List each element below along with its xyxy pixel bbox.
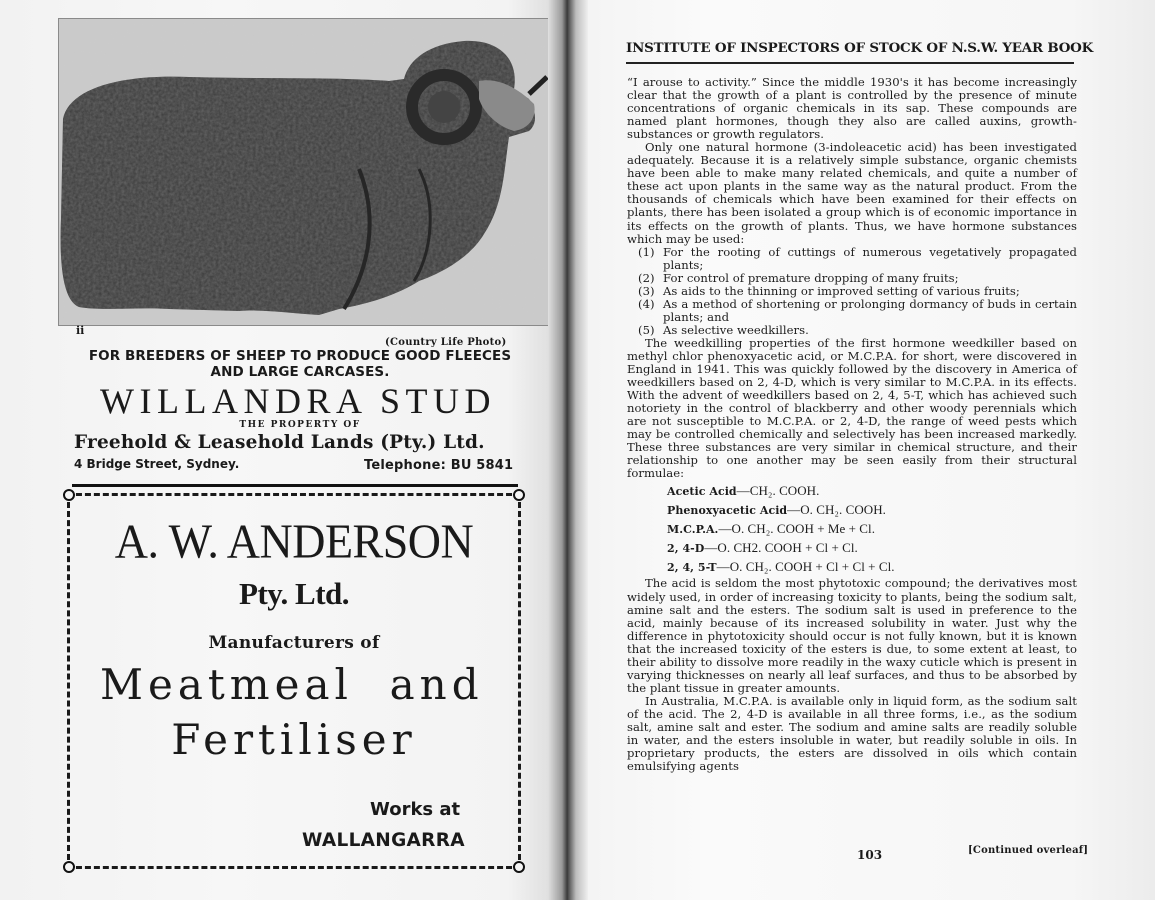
paragraph: In Australia, M.C.P.A. is available only in liquid form, as the sodium salt of the acid. The 2, 4-D is available in all three forms, i.e., as the sodium salt, amine salt and ester. The sodium and amine salts are readily soluble in water, and the esters insoluble in water, but readily soluble in oils. In proprietary products, the esters are dissolved in oils which contain emulsifying agents bbox=[627, 693, 1077, 774]
paragraph: The acid is seldom the most phytotoxic compound; the derivatives most widely used, in order of increasing toxicity to plants, being the sodium salt, amine salt and the esters. The sodium salt is used in preference to the acid, mainly because of its increased solubility in water. Just why the difference in phytotoxicity should occur is not fully known, but it is known that the increased toxicity of the esters is due, to some extent at least, to their ability to dissolve more readily in the waxy cuticle which is present in varying thicknesses on nearly all leaf surfaces, and thus to be absorbed by the plant tissue in greater amounts. bbox=[627, 576, 1077, 695]
divider-rule bbox=[72, 484, 518, 487]
photo-credit: (Country Life Photo) bbox=[385, 337, 507, 348]
paragraph: The weedkilling properties of the first hormone weedkiller based on methyl chlor phenoxyacetic acid, or M.C.P.A. for short, were discovered in England in 1941. This was quickly followed by the discovery in America of weedkillers based on 2, 4-D, which is very similar to M.C.P.A. in its effects. With the advent of weedkillers based on 2, 4, 5-T, which has achieved such notoriety in the control of blackberry and other woody perennials which are not susceptible to M.C.P.A. or 2, 4-D, the range of weed pests which may be controlled chemically and selectively has been increased markedly. These three substances are very similar in chemical structure, and their relationship to one another may be seen easily from their structural formulae: bbox=[627, 335, 1077, 481]
works-at: Works at bbox=[370, 799, 461, 820]
tagline-line-2: AND LARGE CARCASES. bbox=[210, 364, 390, 380]
works-location: WALLANGARRA bbox=[302, 830, 465, 851]
corner-ornament-icon bbox=[513, 489, 525, 501]
ram-image-icon bbox=[59, 19, 553, 325]
company-name: Freehold & Leasehold Lands (Pty.) Ltd. bbox=[74, 432, 485, 453]
left-page bbox=[0, 0, 565, 900]
company-address: 4 Bridge Street, Sydney. bbox=[74, 457, 240, 471]
anderson-name: A. W. ANDERSON bbox=[114, 514, 474, 569]
continued-note: [Continued overleaf] bbox=[968, 845, 1089, 856]
stud-name: WILLANDRA STUD bbox=[100, 381, 496, 421]
formula-row: Phenoxyacetic Acid—O. CH₂. COOH. bbox=[667, 502, 886, 518]
paragraph: Only one natural hormone (3-indoleacetic acid) has been investigated adequately. Because it is a relatively simple substance, organic chemists have been able to make many related chemicals, and quite a number of these act upon plants in the same way as the natural product. From the thousands of chemicals which have been examined for their effects on plants, there has been isolated a group which is of economic importance in its effects on the growth of plants. Thus, we have hormone substances which may be used: bbox=[627, 140, 1077, 246]
product-line-2: Fertiliser bbox=[171, 715, 417, 764]
paragraph: “I arouse to activity.” Since the middle 1930's it has become increasingly clear that the growth of a plant is controlled by the presence of minute concentrations of organic chemicals in its sap. These compounds are named plant hormones, though they also are called auxins, growth-substances or growth regulators. bbox=[627, 75, 1077, 142]
formulae-list bbox=[667, 482, 1077, 577]
willandra-tagline bbox=[70, 348, 530, 380]
running-header: INSTITUTE OF INSPECTORS OF STOCK OF N.S.W. YEAR BOOK bbox=[626, 40, 1094, 56]
corner-ornament-icon bbox=[513, 861, 525, 873]
formula-row: M.C.P.A.—O. CH₂. COOH + Me + Cl. bbox=[667, 521, 875, 537]
formula-row: Acetic Acid—CH₂. COOH. bbox=[667, 483, 820, 499]
uses-list bbox=[627, 246, 1077, 337]
book-gutter bbox=[548, 0, 588, 900]
list-item: (2) For control of premature dropping of many fruits; bbox=[638, 270, 959, 285]
ram-photo bbox=[58, 18, 554, 326]
page-number: 103 bbox=[857, 848, 883, 862]
list-item: (5) As selective weedkillers. bbox=[638, 322, 809, 337]
list-item: (3) As aids to the thinning or improved setting of various fruits; bbox=[638, 283, 1020, 298]
page-mark: ii bbox=[76, 324, 85, 337]
anderson-suffix: Pty. Ltd. bbox=[238, 576, 350, 611]
manufacturers-of: Manufacturers of bbox=[208, 633, 380, 653]
product-line-1: Meatmeal and bbox=[100, 660, 484, 709]
header-rule bbox=[626, 62, 1074, 64]
corner-ornament-icon bbox=[63, 861, 75, 873]
company-telephone: Telephone: BU 5841 bbox=[364, 458, 514, 473]
formula-row: 2, 4-D—O. CH2. COOH + Cl + Cl. bbox=[667, 540, 858, 556]
list-item: (4) As a method of shortening or prolonging dormancy of buds in certain plants; and bbox=[638, 296, 1077, 324]
anderson-advertisement bbox=[67, 493, 521, 869]
property-of: THE PROPERTY OF bbox=[239, 420, 361, 430]
article-body bbox=[627, 76, 1077, 773]
list-item: (1) For the rooting of cuttings of numerous vegetatively propagated plants; bbox=[638, 244, 1077, 272]
corner-ornament-icon bbox=[63, 489, 75, 501]
tagline-line-1: FOR BREEDERS OF SHEEP TO PRODUCE GOOD FLEECES bbox=[88, 348, 512, 364]
formula-row: 2, 4, 5-T—O. CH₂. COOH + Cl + Cl + Cl. bbox=[667, 559, 895, 575]
